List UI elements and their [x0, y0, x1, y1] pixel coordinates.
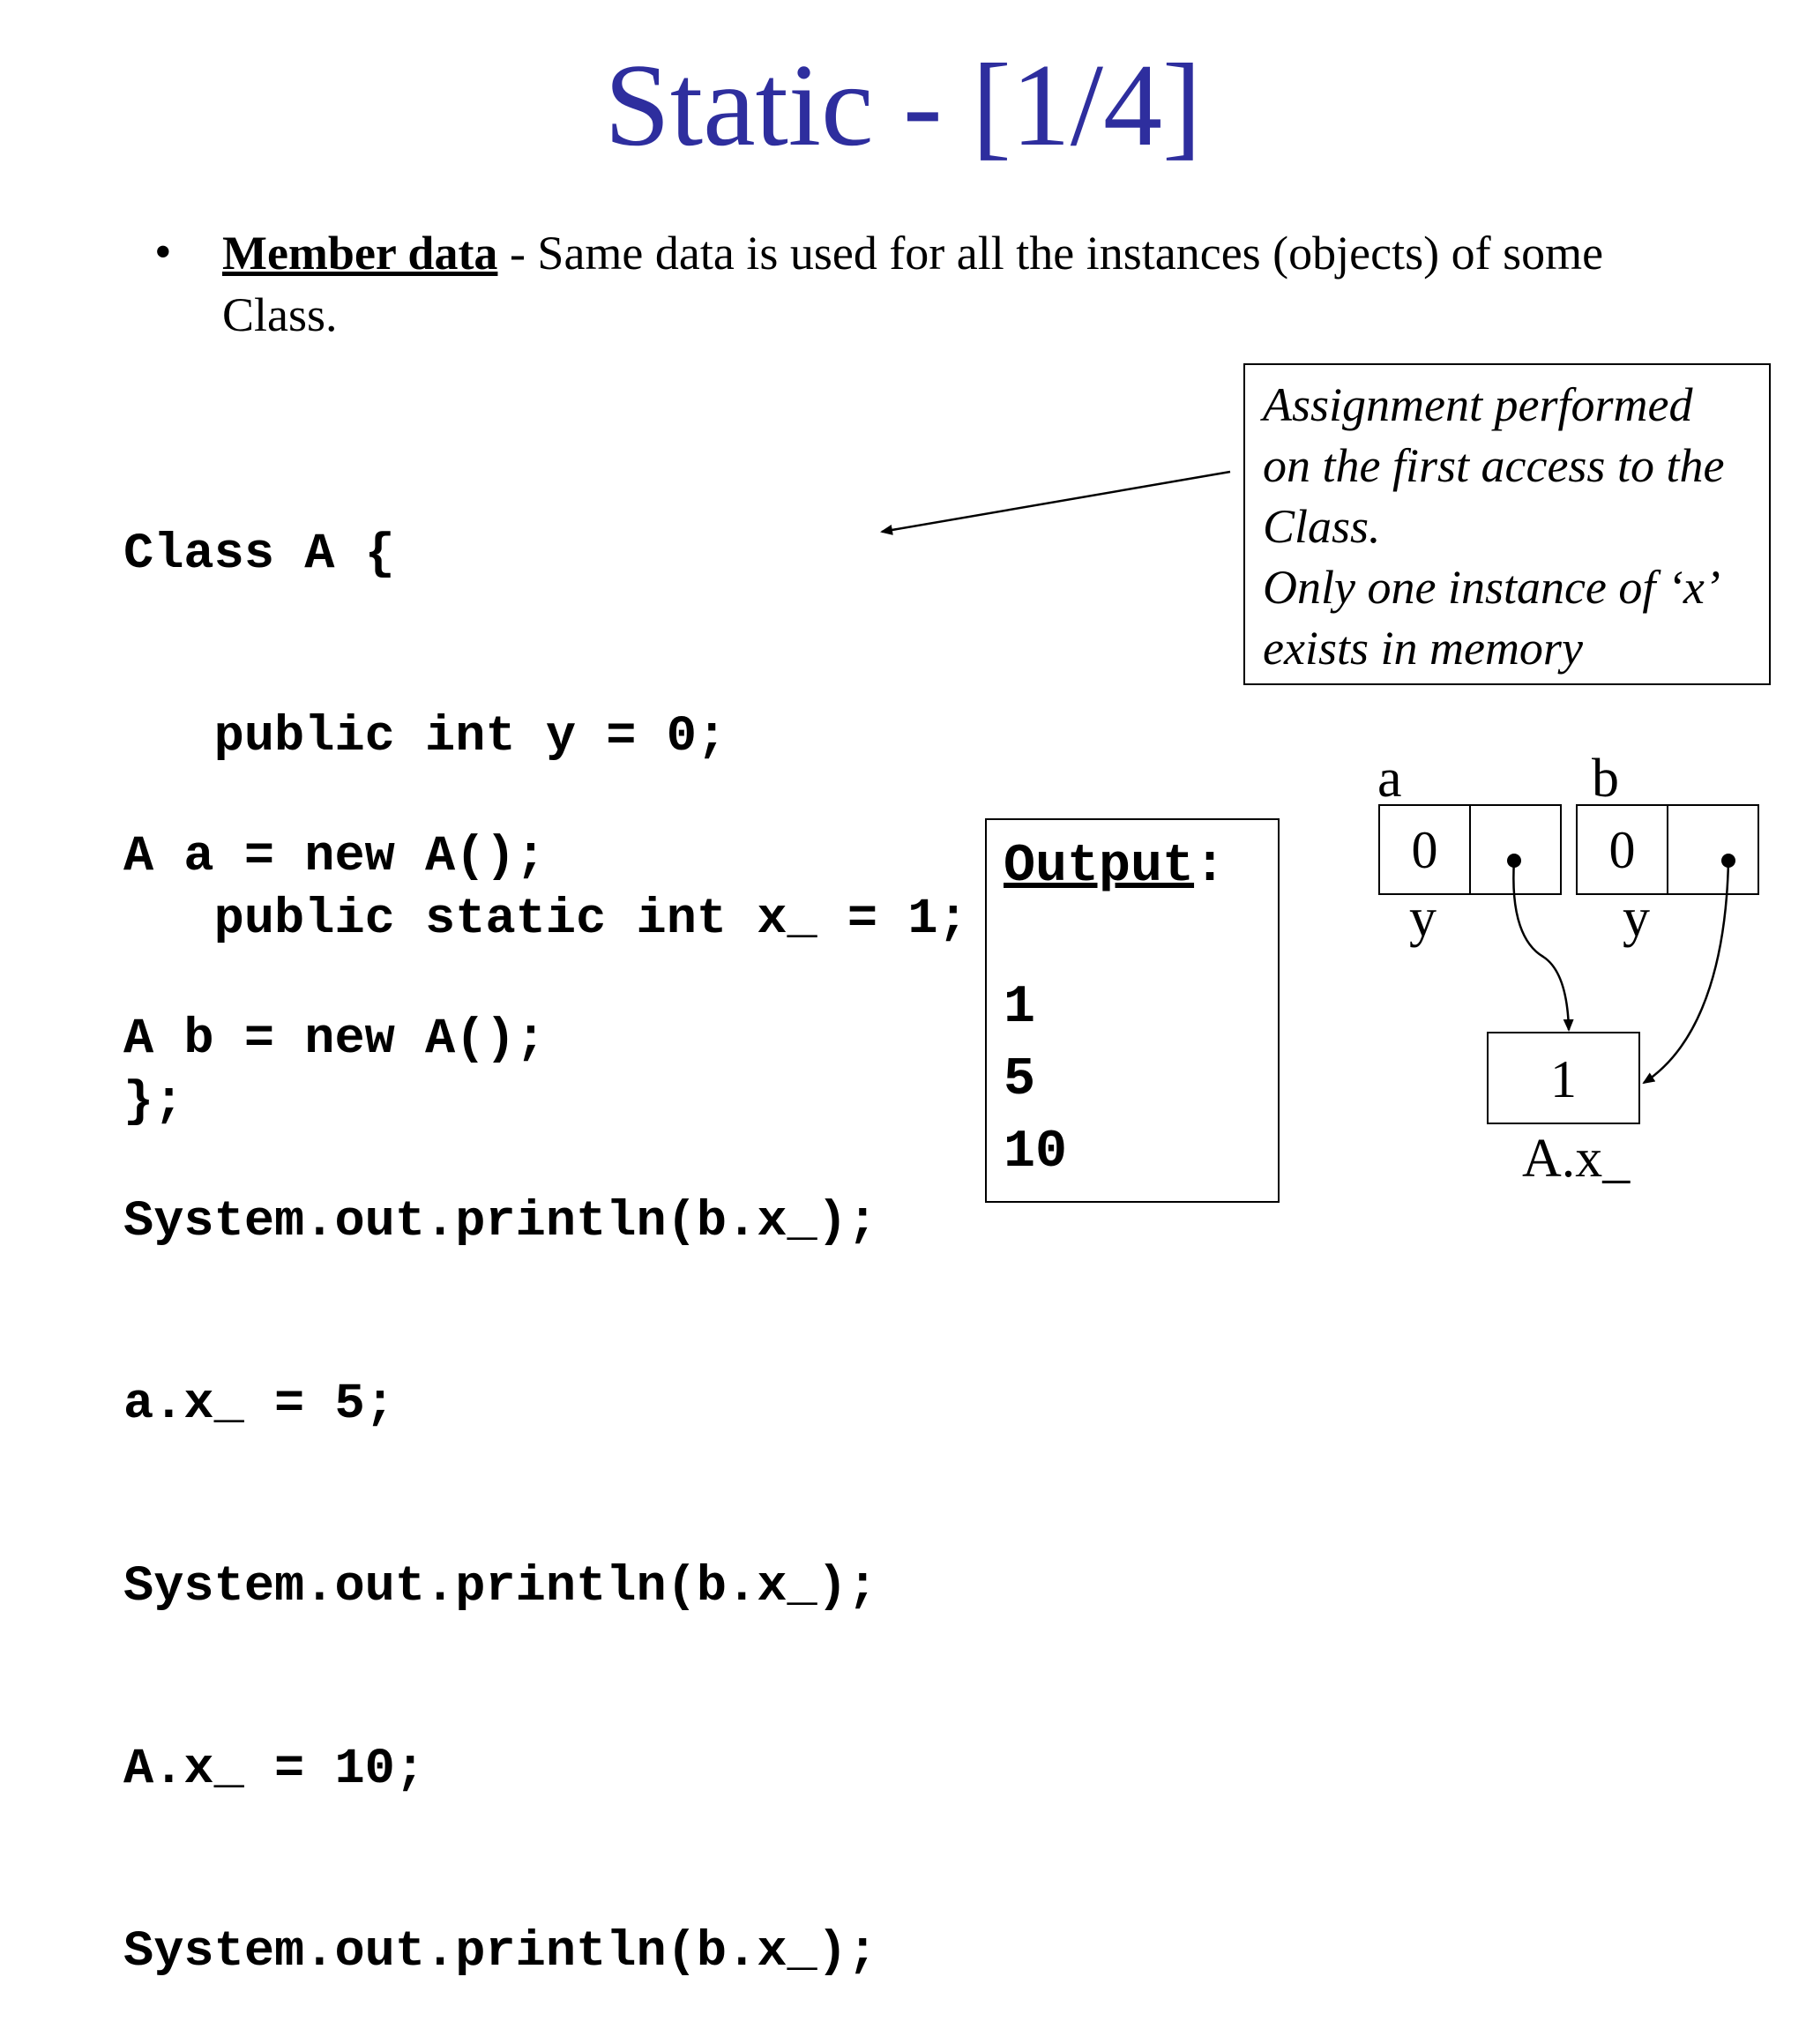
slide-title: Static - [1/4]	[604, 40, 1202, 170]
annotation-line: exists in memory	[1263, 622, 1583, 675]
object-a-y-cell: 0	[1378, 804, 1471, 895]
output-title-text: Output	[1004, 837, 1195, 897]
output-value: 10	[1004, 1123, 1068, 1182]
code-line: A a = new A();	[123, 829, 546, 885]
annotation-arrow	[882, 472, 1230, 532]
code-line: A b = new A();	[123, 1011, 546, 1068]
object-b-y-cell: 0	[1576, 804, 1668, 895]
pointer-arrow-b	[1644, 861, 1728, 1083]
pointer-arrow-a	[1513, 861, 1569, 1030]
code-line: System.out.println(b.x_);	[123, 1559, 878, 1615]
code-line: System.out.println(b.x_);	[123, 1924, 878, 1981]
static-variable-label: A.x_	[1522, 1129, 1631, 1189]
output-value: 5	[1004, 1050, 1036, 1110]
annotation-line: Assignment performed	[1263, 378, 1693, 431]
output-value: 1	[1004, 978, 1036, 1038]
object-b-y-label: y	[1623, 888, 1650, 948]
bullet-description: - Same data is used for all the instances (objects) of some Class.	[222, 227, 1604, 341]
annotation-line: Class.	[1263, 500, 1381, 553]
output-title-colon: :	[1194, 837, 1227, 897]
code-line: A.x_ = 10;	[123, 1742, 426, 1798]
code-line: System.out.println(b.x_);	[123, 1194, 878, 1250]
code-line: public static int x_ = 1;	[123, 891, 968, 948]
code-line: };	[123, 1074, 184, 1130]
object-a-y-label: y	[1409, 888, 1437, 948]
object-b-label: b	[1592, 749, 1619, 809]
static-variable-cell: 1	[1487, 1032, 1640, 1124]
bullet-marker: •	[154, 225, 172, 280]
bullet-term: Member data	[222, 227, 498, 280]
annotation-line: Only one instance of ‘x’	[1263, 561, 1720, 614]
code-line: public int y = 0;	[123, 709, 728, 765]
code-line: a.x_ = 5;	[123, 1376, 395, 1433]
object-a-label: a	[1377, 749, 1402, 809]
annotation-line: on the first access to the	[1263, 439, 1725, 492]
code-line: Class A {	[123, 526, 395, 583]
